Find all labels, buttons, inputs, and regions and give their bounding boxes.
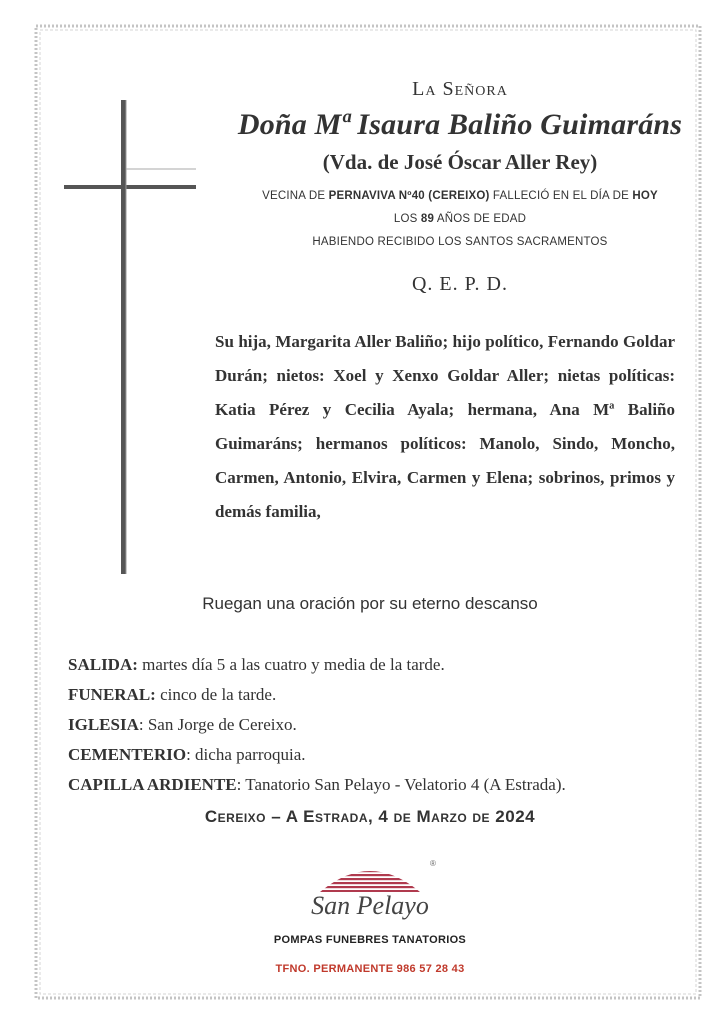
- capilla-value: : Tanatorio San Pelayo - Velatorio 4 (A Estrada).: [236, 775, 566, 794]
- age-line: [220, 213, 700, 225]
- salida-value: martes día 5 a las cuatro y media de la tarde.: [137, 655, 445, 674]
- age-value: 89: [420, 213, 435, 225]
- iglesia-row: [68, 710, 688, 740]
- residence-prefix: VECINA DE: [262, 190, 329, 202]
- funeral-label: FUNERAL:: [68, 685, 156, 704]
- family-paragraph: Su hija, Margarita Aller Baliño; hijo político, Fernando Goldar Durán; nietos: Xoel y Xenxo Goldar Aller; nietas políticas: Katia Pérez y Cecilia Ayala; hermana, Ana Mª Baliño Guimaráns; hermanos políticos: Manolo, Sindo, Moncho, Carmen, Antonio, Elvira, Carmen y Elena; sobrinos, primos y demás familia,: [215, 332, 675, 521]
- sacraments-line: HABIENDO RECIBIDO LOS SANTOS SACRAMENTOS: [312, 236, 608, 248]
- age-suffix: AÑOS DE EDAD: [434, 213, 527, 225]
- widow-of: (Vda. de José Óscar Aller Rey): [322, 150, 598, 174]
- cementerio-row: [68, 740, 688, 770]
- prayer-line: Ruegan una oración por su eterno descanso: [202, 594, 538, 613]
- title-prefix: La Señora: [412, 78, 508, 100]
- capilla-row: [68, 770, 688, 800]
- capilla-label: CAPILLA ARDIENTE: [68, 775, 237, 794]
- san-pelayo-logo: [290, 852, 450, 924]
- phone-line: TFNO. PERMANENTE 986 57 28 43: [275, 963, 465, 975]
- company-tagline: POMPAS FUNEBRES TANATORIOS: [273, 934, 467, 946]
- deceased-name: Doña Mª Isaura Baliño Guimaráns: [237, 108, 683, 141]
- funeral-row: [68, 680, 688, 710]
- age-prefix: LOS: [393, 213, 421, 225]
- iglesia-value: : San Jorge de Cereixo.: [138, 715, 297, 734]
- logo-registered-mark: ®: [430, 859, 436, 868]
- ceremony-details: [68, 650, 688, 800]
- cementerio-label: CEMENTERIO: [68, 745, 187, 764]
- funeral-value: cinco de la tarde.: [155, 685, 277, 704]
- place-date: Cereixo – A Estrada, 4 de Marzo de 2024: [204, 807, 536, 826]
- residence-middle: FALLECIÓ EN EL DÍA DE: [489, 190, 633, 202]
- salida-row: [68, 650, 688, 680]
- death-day: HOY: [632, 190, 658, 202]
- salida-label: SALIDA:: [68, 655, 138, 674]
- logo-text: San Pelayo: [311, 891, 429, 920]
- qepd: Q. E. P. D.: [411, 273, 508, 295]
- iglesia-label: IGLESIA: [68, 715, 139, 734]
- residence-address: PERNAVIVA Nº40 (CEREIXO): [328, 190, 490, 202]
- residence-line: [220, 190, 700, 202]
- cementerio-value: : dicha parroquia.: [186, 745, 306, 764]
